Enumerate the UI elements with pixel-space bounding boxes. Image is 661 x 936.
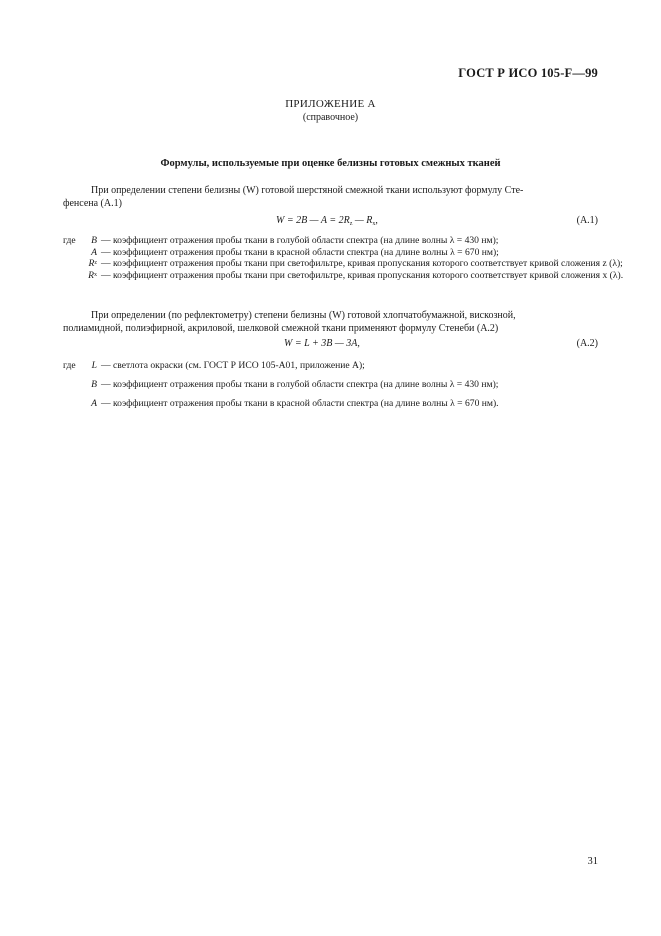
formula-a1-sub-x: x [372, 221, 376, 227]
definitions-list-1 [63, 235, 624, 281]
definition-symbol: R [88, 258, 95, 269]
definition-row [63, 235, 599, 247]
definition-symbol: A [91, 246, 97, 258]
definition-symbol: B [91, 235, 97, 246]
definition-row [63, 269, 624, 282]
definition-symbol-sub: x [94, 271, 97, 278]
definition-symbol: R [88, 269, 94, 281]
formula-a1-tail: — R [352, 215, 373, 226]
paragraph-2-line-2: полиамидной, полиэфирной, акриловой, шелковой смежной ткани применяют формулу Стенеби (А.2) [63, 323, 499, 334]
paragraph-1-line-1: При определении степени белизны (W) готовой шерстяной смежной ткани используют формулу Сте- [91, 185, 524, 196]
definition-symbol-sub: z [94, 260, 97, 266]
definition-text: — коэффициент отражения пробы ткани в голубой области спектра (на длине волны λ = 430 нм); [101, 235, 499, 246]
definition-text: — коэффициент отражения пробы ткани в красной области спектра (на длине волны λ = 670 нм); [101, 246, 499, 258]
definition-symbol: L [91, 360, 97, 371]
definition-text: — коэффициент отражения пробы ткани при светофильтре, кривая пропускания которого соответствует кривой сложения x (λ). [101, 269, 624, 281]
definition-row [63, 375, 599, 394]
formula-a1-end: , [375, 215, 378, 226]
formula-a1 [276, 215, 378, 227]
definition-text: — коэффициент отражения пробы ткани в красной области спектра (на длине волны λ = 670 нм). [101, 398, 499, 409]
formula-a1-number: (А.1) [576, 215, 598, 226]
definitions-list-2 [63, 356, 599, 413]
document-code: ГОСТ Р ИСО 105-F—99 [458, 66, 598, 80]
appendix-title: ПРИЛОЖЕНИЕ А [285, 98, 376, 110]
definition-symbol: B [91, 379, 97, 390]
definition-text: — коэффициент отражения пробы ткани при светофильтре, кривая пропускания которого соответствует кривой сложения z (λ); [101, 258, 623, 269]
formula-a2 [284, 338, 360, 349]
definition-prefix: где [63, 235, 76, 246]
definition-prefix: где [63, 360, 76, 371]
formula-a1-sub-z: z [349, 221, 353, 227]
paragraph-2-line-1: При определении (по рефлектометру) степени белизны (W) готовой хлопчатобумажной, вискозной, [91, 310, 516, 321]
formula-a2-number: (А.2) [576, 338, 598, 349]
page-number: 31 [587, 856, 598, 867]
definition-text: — светлота окраски (см. ГОСТ Р ИСО 105-А01, приложение А); [101, 360, 365, 371]
formula-a2-main: W = L + 3B — 3A, [284, 338, 360, 349]
definition-row [63, 247, 599, 259]
paragraph-1-line-2: фенсена (А.1) [63, 198, 122, 209]
formula-a1-main: W = 2B — A = 2R [276, 215, 350, 226]
definition-symbol: A [91, 398, 97, 409]
definition-row [63, 258, 623, 270]
definition-text: — коэффициент отражения пробы ткани в голубой области спектра (на длине волны λ = 430 нм); [101, 379, 499, 390]
section-title: Формулы, используемые при оценке белизны готовых смежных тканей [160, 158, 501, 169]
definition-row [63, 356, 599, 375]
appendix-subtitle: (справочное) [302, 112, 359, 123]
definition-row [63, 394, 599, 413]
